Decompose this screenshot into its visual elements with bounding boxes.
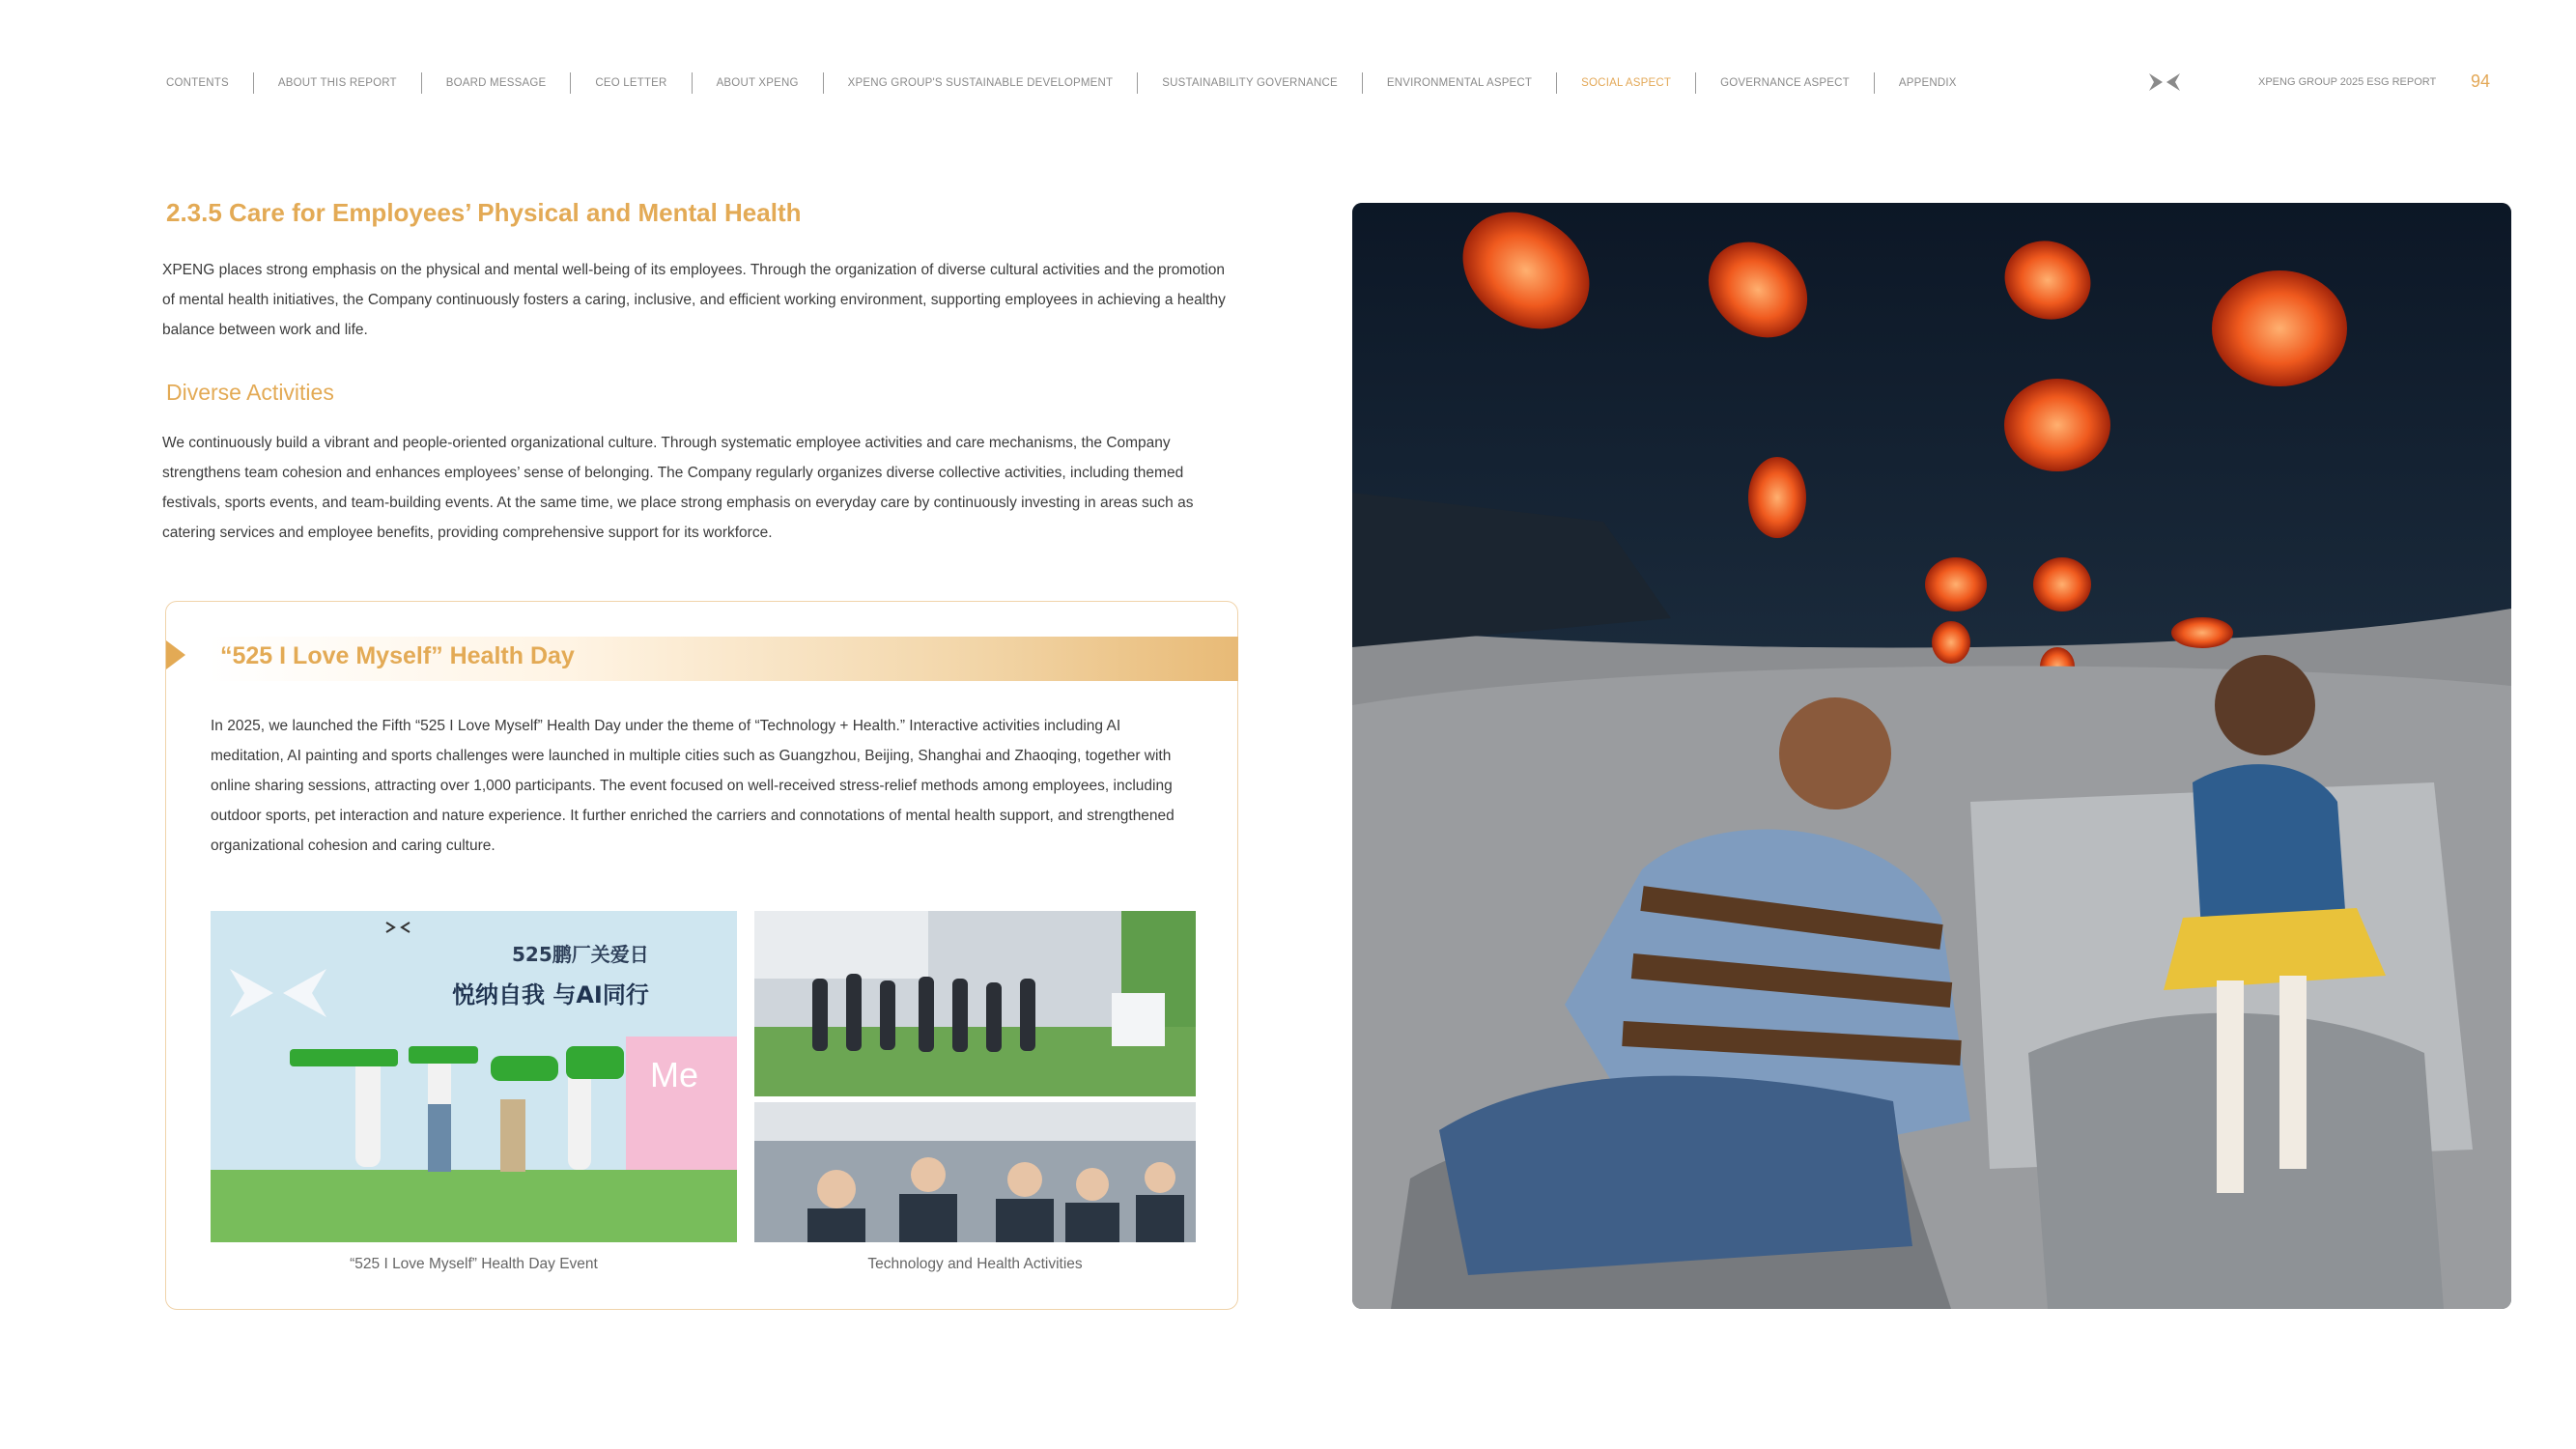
nav-item-sustainable-development[interactable]: XPENG GROUP'S SUSTAINABLE DEVELOPMENT [823, 72, 1138, 94]
page-number: 94 [2471, 71, 2491, 91]
hero-car-interior-photo [1352, 203, 2511, 1309]
nav-item-sustainability-governance[interactable]: SUSTAINABILITY GOVERNANCE [1137, 72, 1362, 94]
hero-photo-illustration [1352, 203, 2511, 1309]
tech-photo-caption: Technology and Health Activities [867, 1256, 1083, 1272]
health-day-card [165, 601, 1238, 1310]
event-slogan-text: 悦纳自我 与AI同行 [452, 981, 649, 1009]
event-photo-caption: “525 I Love Myself” Health Day Event [350, 1256, 598, 1272]
activities-paragraph: We continuously build a vibrant and people-oriented organizational culture. Through systematic employee activities and care mechanisms, the Company strengthens team cohesion and enhances employees’ sense of belonging. The Company regularly organizes diverse collective activities, including themed festivals, sports events, and team-building events. At the same time, we place strong emphasis on everyday care by continuously investing in areas such as catering services and employee benefits, providing comprehensive support for its workforce. [162, 435, 1194, 541]
nav-item-about-xpeng[interactable]: ABOUT XPENG [692, 72, 823, 94]
group-photo-illustration [754, 1102, 1196, 1242]
outdoor-photo-illustration [754, 911, 1196, 1096]
triangle-marker-icon [166, 640, 185, 669]
card-title: “525 I Love Myself” Health Day [220, 642, 575, 669]
xpeng-logo-icon[interactable] [2148, 71, 2181, 93]
nav-item-appendix[interactable]: APPENDIX [1874, 72, 1981, 94]
nav-item-board-message[interactable]: BOARD MESSAGE [421, 72, 571, 94]
event-headline-text: 525鹏厂关爱日 [512, 943, 649, 966]
health-day-event-photo [211, 911, 737, 1242]
event-photo-illustration [211, 911, 737, 1242]
nav-item-about-this-report[interactable]: ABOUT THIS REPORT [253, 72, 421, 94]
diverse-activities-heading: Diverse Activities [166, 380, 334, 405]
tech-health-group-photo [754, 1102, 1196, 1242]
card-paragraph: In 2025, we launched the Fifth “525 I Love Myself” Health Day under the theme of “Technology + Health.” Interactive activities including AI meditation, AI painting and sports challenges were launched in multiple cities such as Guangzhou, Beijing, Shanghai and Zhaoqing, together with online sharing sessions, attracting over 1,000 participants. The event focused on well-received stress-relief methods among employees, including outdoor sports, pet interaction and nature experience. It further enriched the carriers and connotations of mental health support, and strengthened organizational cohesion and caring culture. [211, 718, 1175, 854]
outdoor-activity-photo [754, 911, 1196, 1096]
event-me-text: Me [650, 1055, 699, 1094]
intro-paragraph: XPENG places strong emphasis on the physical and mental well-being of its employees. Through the organization of diverse cultural activities and the promotion of mental health initiatives, the Company continuously fosters a caring, inclusive, and efficient working environment, supporting employees in achieving a healthy balance between work and life. [162, 262, 1226, 338]
top-navigation [166, 71, 1981, 95]
nav-item-social-aspect[interactable]: SOCIAL ASPECT [1556, 72, 1695, 94]
nav-item-environmental-aspect[interactable]: ENVIRONMENTAL ASPECT [1362, 72, 1556, 94]
nav-item-governance-aspect[interactable]: GOVERNANCE ASPECT [1695, 72, 1874, 94]
report-label: XPENG GROUP 2025 ESG REPORT [2258, 76, 2437, 88]
nav-item-ceo-letter[interactable]: CEO LETTER [570, 72, 691, 94]
section-title: 2.3.5 Care for Employees’ Physical and Mental Health [166, 198, 802, 227]
nav-item-contents[interactable]: CONTENTS [166, 77, 229, 89]
